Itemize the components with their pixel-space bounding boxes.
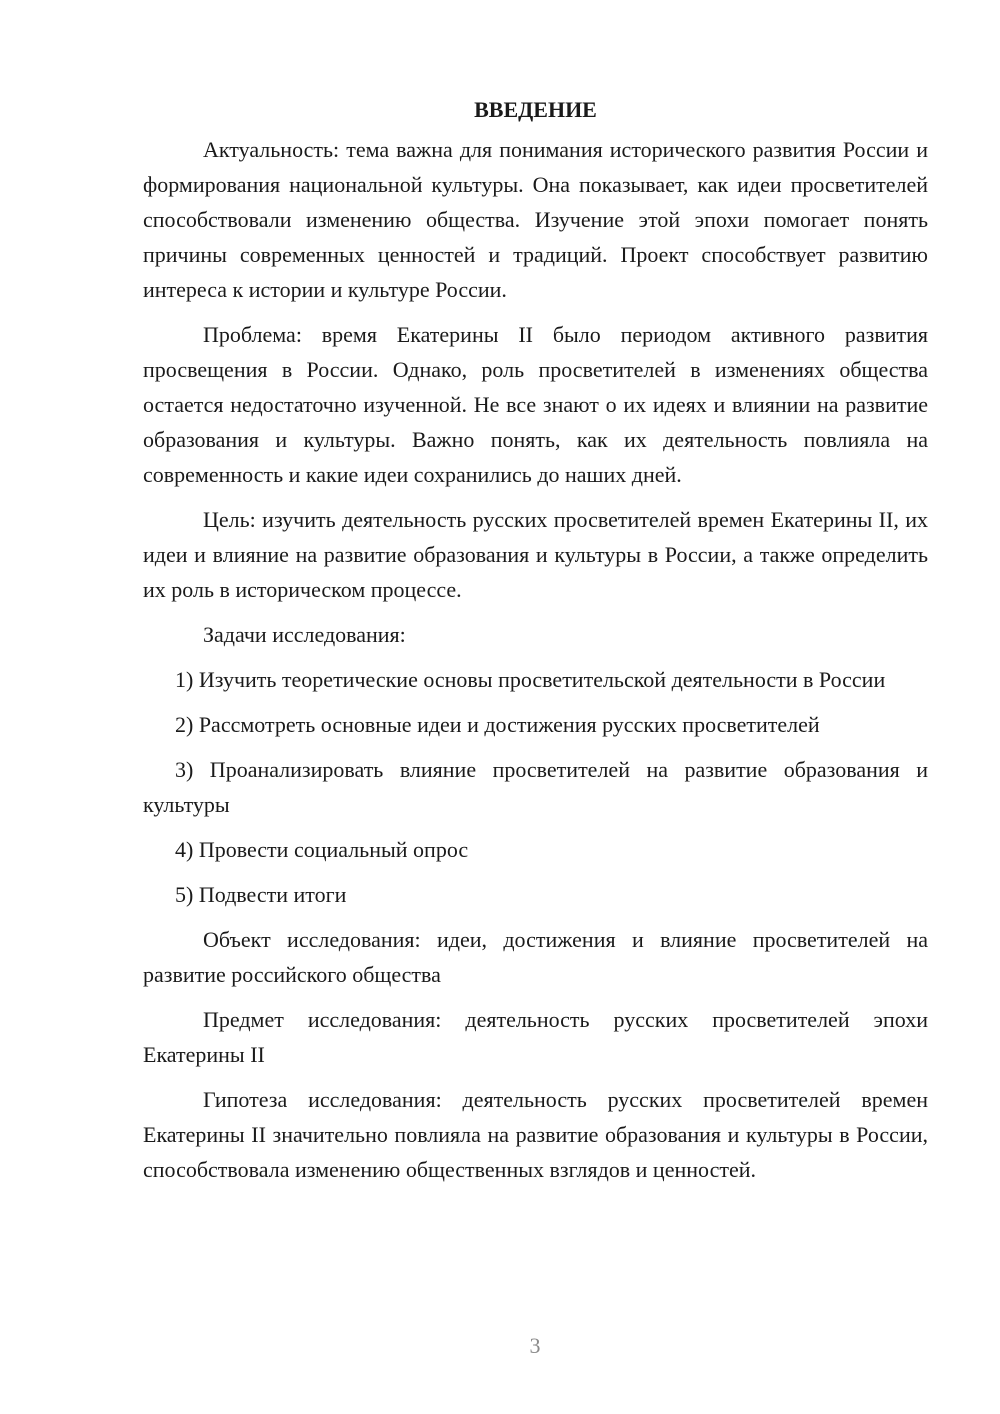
document-page	[143, 92, 928, 1197]
task-item: 3) Проанализировать влияние просветителей на развитие образования и культуры	[143, 757, 928, 817]
paragraph-problem: Проблема: время Екатерины II было периодом активного развития просвещения в России. Однако, роль просветителей в изменениях общества остается недостаточно изученной. Не все знают о их идеях и влиянии на развитие образования и культуры. Важно понять, как их деятельность повлияла на современность и какие идеи сохранились до наших дней.	[143, 322, 928, 487]
paragraph-tasks-heading: Задачи исследования:	[203, 622, 406, 647]
paragraph-hypothesis: Гипотеза исследования: деятельность русских просветителей времен Екатерины II значительно повлияла на развитие образования и культуры в России, способствовала изменению общественных взглядов и ценностей.	[143, 1087, 928, 1182]
task-item: 1) Изучить теоретические основы просветительской деятельности в России	[175, 667, 886, 692]
paragraph-relevance: Актуальность: тема важна для понимания исторического развития России и формирования национальной культуры. Она показывает, как идеи просветителей способствовали изменению общества. Изучение этой эпохи помогает понять причины современных ценностей и традиций. Проект способствует развитию интереса к истории и культуре России.	[143, 137, 928, 302]
paragraph-goal: Цель: изучить деятельность русских просветителей времен Екатерины II, их идеи и влияние на развитие образования и культуры в России, а также определить их роль в историческом процессе.	[143, 507, 928, 602]
section-title: ВВЕДЕНИЕ	[474, 97, 597, 122]
paragraph-object: Объект исследования: идеи, достижения и влияние просветителей на развитие российского общества	[143, 927, 928, 987]
task-item: 4) Провести социальный опрос	[175, 837, 469, 862]
task-item: 2) Рассмотреть основные идеи и достижения русских просветителей	[175, 712, 820, 737]
page-number: 3	[529, 1333, 541, 1358]
paragraph-subject: Предмет исследования: деятельность русских просветителей эпохи Екатерины II	[143, 1007, 928, 1067]
task-item: 5) Подвести итоги	[175, 882, 347, 907]
